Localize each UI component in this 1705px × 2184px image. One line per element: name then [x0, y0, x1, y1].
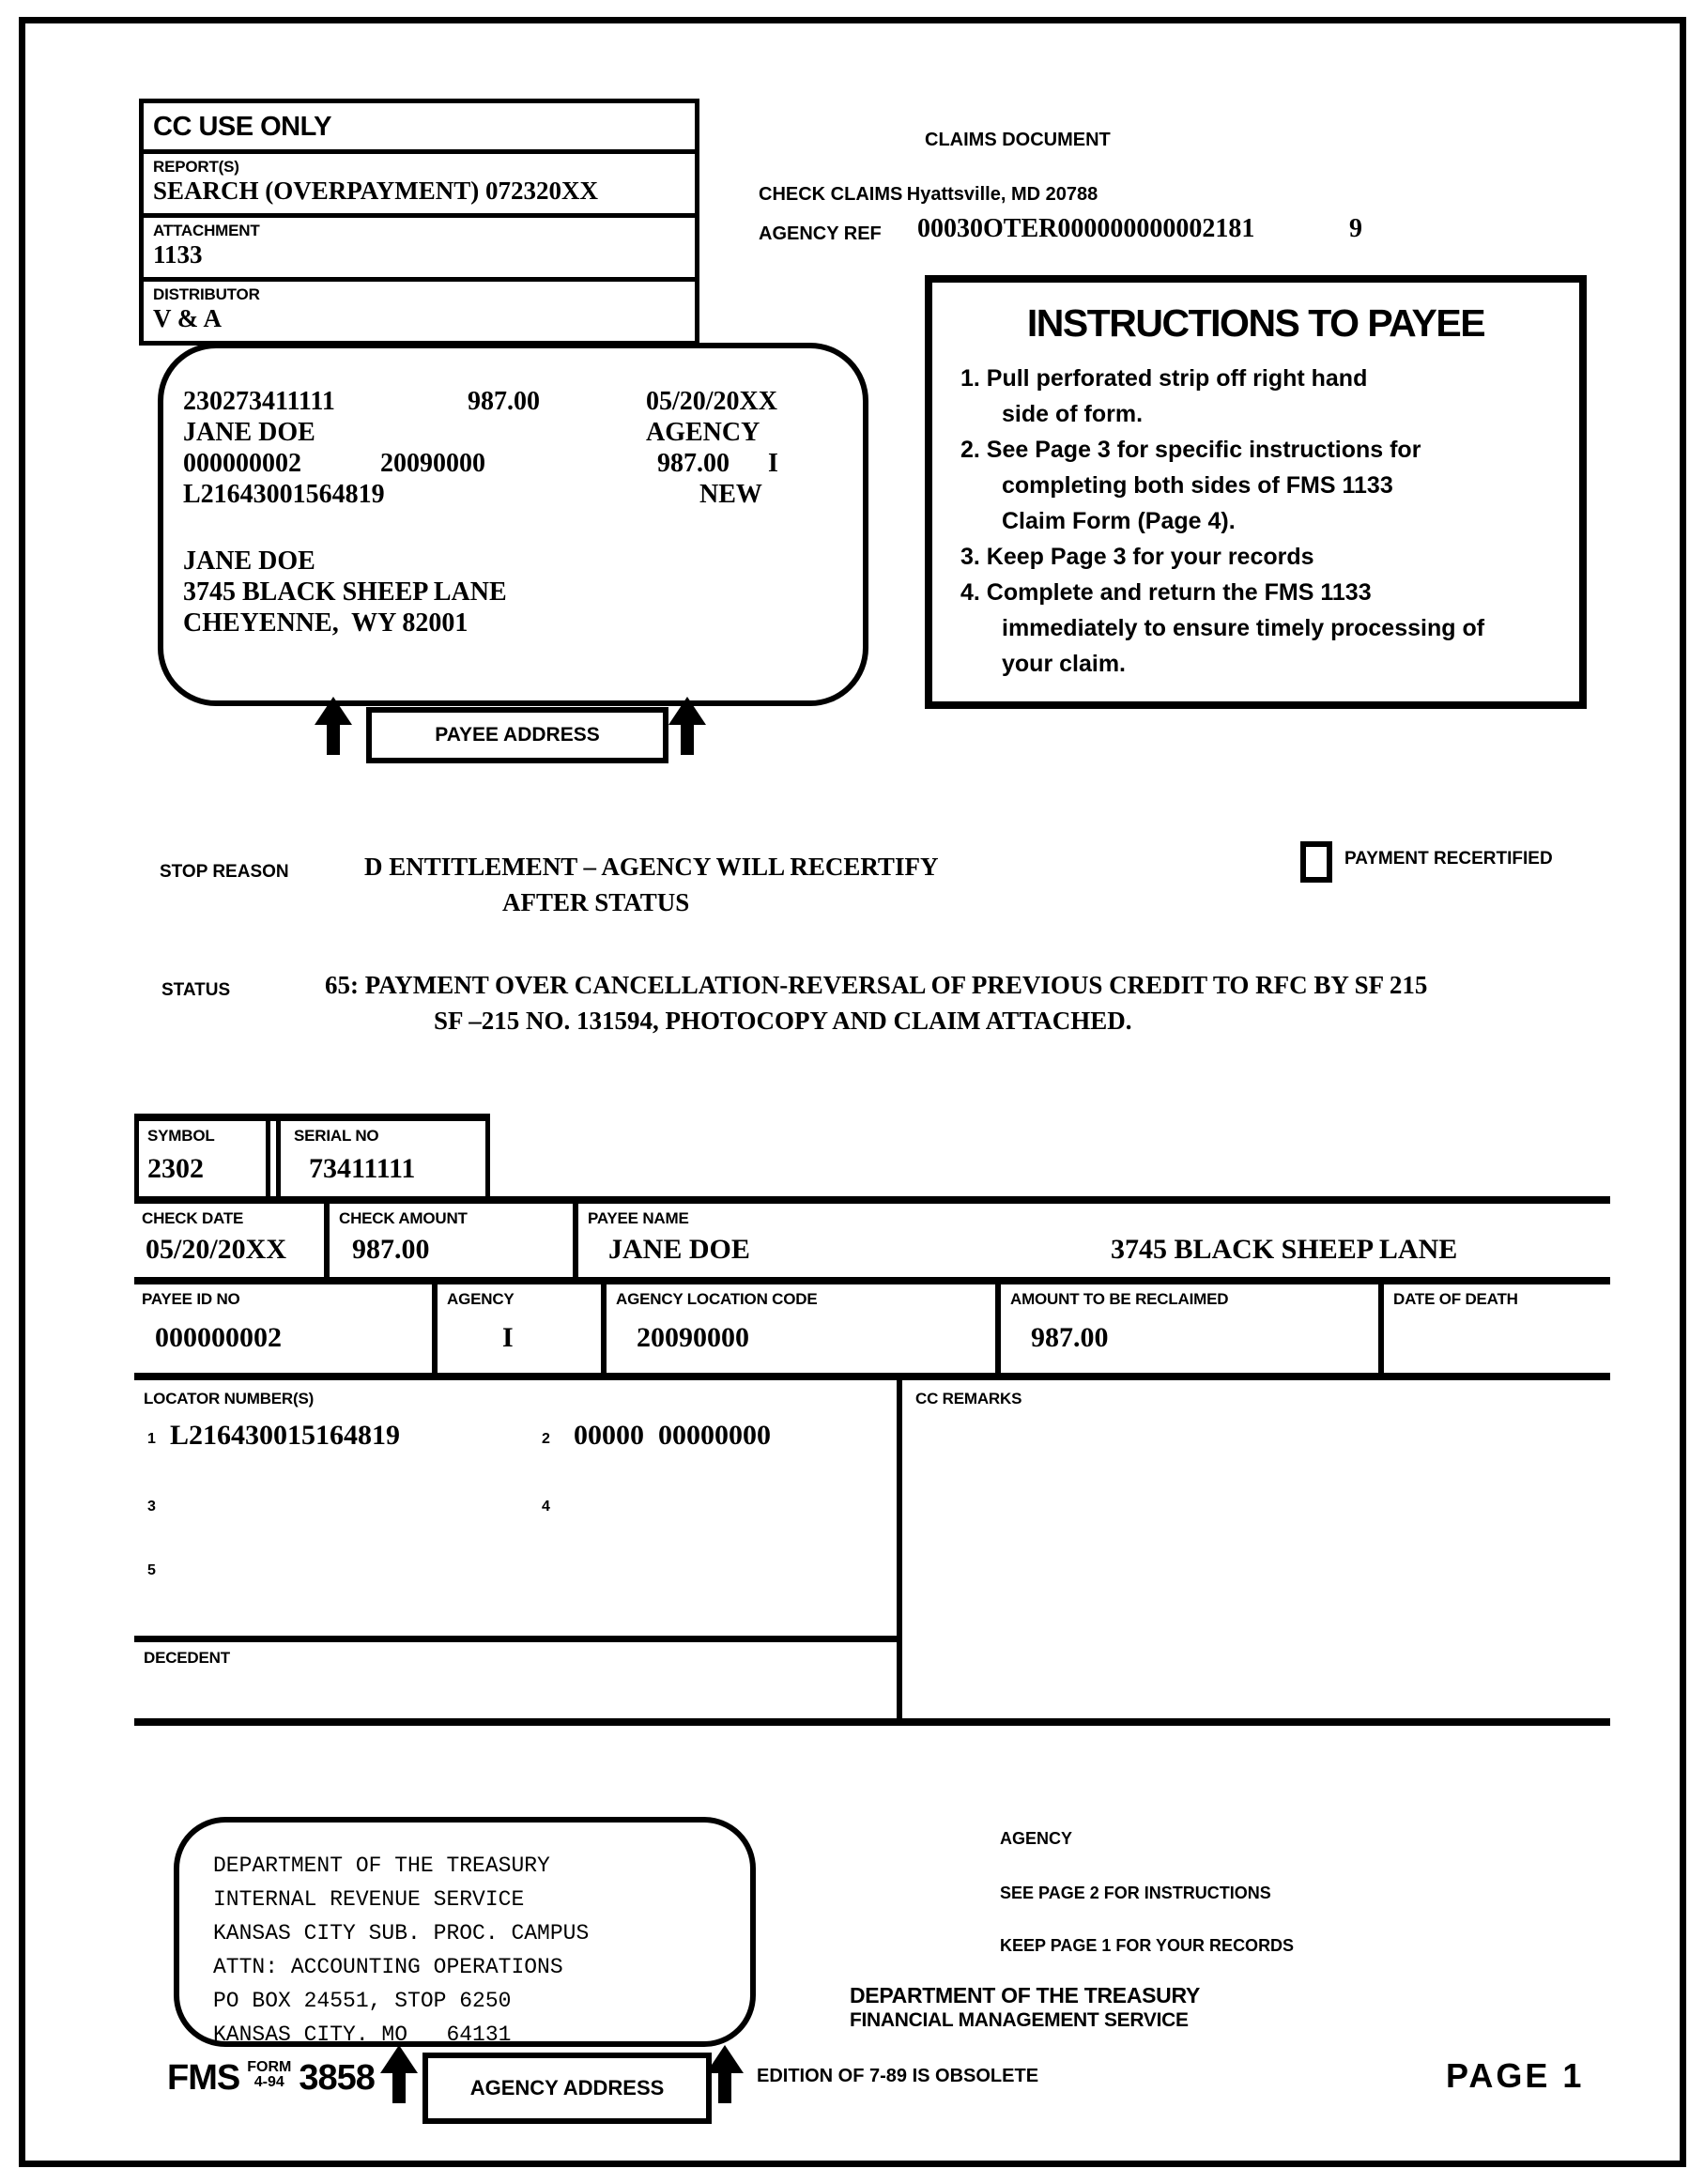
instruction-item-line: side of form.	[1002, 401, 1144, 427]
agency-address-line: KANSAS CITY SUB. PROC. CAMPUS	[213, 1921, 590, 1946]
divider	[134, 1373, 1610, 1380]
status-label: STATUS	[161, 980, 231, 1000]
date-of-death-label: DATE OF DEATH	[1393, 1290, 1518, 1308]
serial-no-label: SERIAL NO	[294, 1127, 379, 1145]
cc-use-only-title: CC USE ONLY	[144, 103, 695, 154]
symbol-value: 2302	[147, 1153, 204, 1184]
claims-document-title: CLAIMS DOCUMENT	[925, 130, 1111, 150]
check-claims-label: CHECK CLAIMS	[759, 184, 903, 205]
agency-address-line: INTERNAL REVENUE SERVICE	[213, 1887, 525, 1912]
agency-address-box	[174, 1817, 756, 2047]
attachment-label: ATTACHMENT	[153, 222, 260, 239]
locator-item-num: 5	[147, 1562, 156, 1578]
stop-reason-label: STOP REASON	[160, 862, 289, 882]
instruction-item-line: Claim Form (Page 4).	[1002, 508, 1236, 534]
payee-address-name: JANE DOE	[183, 546, 315, 576]
agency-ref-label: AGENCY REF	[759, 223, 882, 244]
up-arrow-icon	[315, 697, 352, 755]
instruction-item-line: immediately to ensure timely processing of	[1002, 615, 1485, 641]
reports-value: SEARCH (OVERPAYMENT) 072320XX	[153, 177, 599, 205]
serial-no-value: 73411111	[309, 1153, 416, 1184]
form-rev-stack	[247, 2060, 291, 2090]
see-page2-note: SEE PAGE 2 FOR INSTRUCTIONS	[1000, 1884, 1271, 1902]
cc-use-only-box	[139, 99, 699, 346]
status-line2: SF –215 NO. 131594, PHOTOCOPY AND CLAIM ATTACHED.	[434, 1007, 1132, 1035]
symbol-label: SYMBOL	[147, 1127, 215, 1145]
divider	[134, 1636, 902, 1642]
locator-item-num: 3	[147, 1499, 156, 1515]
check-claims-line	[759, 184, 1098, 206]
divider	[134, 1114, 139, 1196]
amount-to-be-reclaimed-value: 987.00	[1031, 1322, 1109, 1353]
payee-address-tag: PAYEE ADDRESS	[366, 707, 668, 763]
check-amount-value: 987.00	[352, 1234, 430, 1265]
agency-ref-value: 00030OTER000000000002181	[917, 214, 1255, 243]
payee-name-label: PAYEE NAME	[588, 1209, 689, 1227]
agency-code: I	[768, 449, 778, 478]
keep-page1-note: KEEP PAGE 1 FOR YOUR RECORDS	[1000, 1936, 1295, 1955]
payee-id-label: PAYEE ID NO	[142, 1290, 240, 1308]
divider	[134, 1277, 1610, 1284]
instructions-title: INSTRUCTIONS TO PAYEE	[1026, 301, 1485, 345]
locator-item-num: 4	[542, 1499, 550, 1515]
agency-note-title: AGENCY	[1000, 1829, 1073, 1848]
divider	[134, 1114, 490, 1121]
decedent-label: DECEDENT	[144, 1649, 230, 1667]
instructions-list	[960, 361, 1579, 682]
check-claims-value: Hyattsville, MD 20788	[906, 184, 1098, 205]
distributor-label: DISTRIBUTOR	[153, 285, 260, 303]
check-amount-label: CHECK AMOUNT	[339, 1209, 468, 1227]
divider	[573, 1204, 578, 1277]
instruction-item-line: 1. Pull perforated strip off right hand	[960, 365, 1368, 392]
payee-address-city: CHEYENNE, WY 82001	[183, 608, 468, 638]
form-word: FORM	[247, 2059, 292, 2075]
issuer-line2: FINANCIAL MANAGEMENT SERVICE	[850, 2009, 1189, 2031]
form-id	[167, 2058, 375, 2099]
agency-ref-digit: 9	[1349, 214, 1362, 243]
check-date: 05/20/20XX	[646, 387, 777, 416]
agency-location-code-label: AGENCY LOCATION CODE	[616, 1290, 818, 1308]
instructions-to-payee-box	[925, 275, 1587, 709]
divider	[432, 1284, 438, 1373]
agency-location-code-value: 20090000	[637, 1322, 749, 1353]
payment-recertified-checkbox[interactable]	[1300, 841, 1332, 883]
reports-label: REPORT(S)	[153, 158, 239, 176]
stop-reason-line2: AFTER STATUS	[502, 888, 690, 916]
agency-word: AGENCY	[646, 418, 760, 447]
new-flag: NEW	[699, 480, 762, 509]
divider	[134, 1196, 1610, 1204]
divider	[995, 1284, 1001, 1373]
up-arrow-icon	[380, 2045, 418, 2103]
stop-reason-line1: D ENTITLEMENT – AGENCY WILL RECERTIFY	[364, 853, 939, 881]
agency-address-line: ATTN: ACCOUNTING OPERATIONS	[213, 1955, 563, 1979]
divider	[266, 1114, 270, 1196]
attachment-value: 1133	[153, 240, 203, 269]
instruction-item-line: 3. Keep Page 3 for your records	[960, 544, 1314, 570]
instruction-item-line: 2. See Page 3 for specific instructions for	[960, 437, 1421, 463]
payee-id-value: 000000002	[155, 1322, 282, 1353]
check-number: 230273411111	[183, 387, 335, 416]
agency-address-line: PO BOX 24551, STOP 6250	[213, 1989, 512, 2013]
check-detail-table	[134, 1114, 1610, 1726]
payee-id: 000000002	[183, 449, 301, 478]
locator-numbers-label: LOCATOR NUMBER(S)	[144, 1390, 315, 1407]
payee-name-value: JANE DOE	[608, 1234, 750, 1265]
divider	[134, 1718, 1610, 1726]
agency-value: I	[502, 1322, 514, 1353]
locator-item-value: 00000 00000000	[574, 1420, 771, 1451]
edition-note: EDITION OF 7-89 IS OBSOLETE	[757, 2066, 1039, 2086]
status-line1: 65: PAYMENT OVER CANCELLATION-REVERSAL OF PREVIOUS CREDIT TO RFC BY SF 215	[325, 971, 1428, 999]
cc-remarks-label: CC REMARKS	[915, 1390, 1022, 1407]
up-arrow-icon	[706, 2045, 744, 2103]
agency-address-line: KANSAS CITY. MO 64131	[213, 2023, 512, 2047]
form-rev: 4-94	[253, 2074, 284, 2090]
up-arrow-icon	[668, 697, 706, 755]
check-date-label: CHECK DATE	[142, 1209, 244, 1227]
agency-address-tag: AGENCY ADDRESS	[422, 2053, 712, 2124]
locator-item-value: L216430015164819	[170, 1420, 401, 1451]
divider	[276, 1114, 281, 1196]
payee-name: JANE DOE	[183, 418, 315, 447]
payee-street-value: 3745 BLACK SHEEP LANE	[1111, 1234, 1458, 1265]
cc-row-distributor	[144, 282, 695, 341]
divider	[485, 1114, 490, 1196]
locator-item-num: 2	[542, 1431, 550, 1447]
divider	[897, 1380, 902, 1718]
agency-label: AGENCY	[447, 1290, 515, 1308]
locator-number: L21643001564819	[183, 480, 385, 509]
instruction-item-line: completing both sides of FMS 1133	[1002, 472, 1393, 499]
reclaim-amount: 987.00	[657, 449, 730, 478]
agency-location-code: 20090000	[380, 449, 485, 478]
issuer-line1: DEPARTMENT OF THE TREASURY	[850, 1983, 1200, 2007]
instruction-item-line: 4. Complete and return the FMS 1133	[960, 579, 1372, 606]
fms-word: FMS	[167, 2058, 240, 2098]
divider	[1378, 1284, 1384, 1373]
payment-recertified-label: PAYMENT RECERTIFIED	[1344, 849, 1553, 869]
instruction-item-line: your claim.	[1002, 651, 1126, 677]
distributor-value: V & A	[153, 304, 223, 332]
divider	[601, 1284, 607, 1373]
divider	[324, 1204, 330, 1277]
check-date-value: 05/20/20XX	[146, 1234, 286, 1265]
locator-item-num: 1	[147, 1431, 156, 1447]
page-number: PAGE 1	[1446, 2056, 1585, 2095]
cc-row-attachment	[144, 218, 695, 282]
amount-to-be-reclaimed-label: AMOUNT TO BE RECLAIMED	[1010, 1290, 1229, 1308]
form-number: 3858	[299, 2058, 375, 2098]
payee-address-street: 3745 BLACK SHEEP LANE	[183, 577, 507, 607]
payee-data-box	[158, 343, 868, 706]
check-amount: 987.00	[468, 387, 540, 416]
agency-address-line: DEPARTMENT OF THE TREASURY	[213, 1853, 550, 1878]
cc-row-reports	[144, 154, 695, 218]
